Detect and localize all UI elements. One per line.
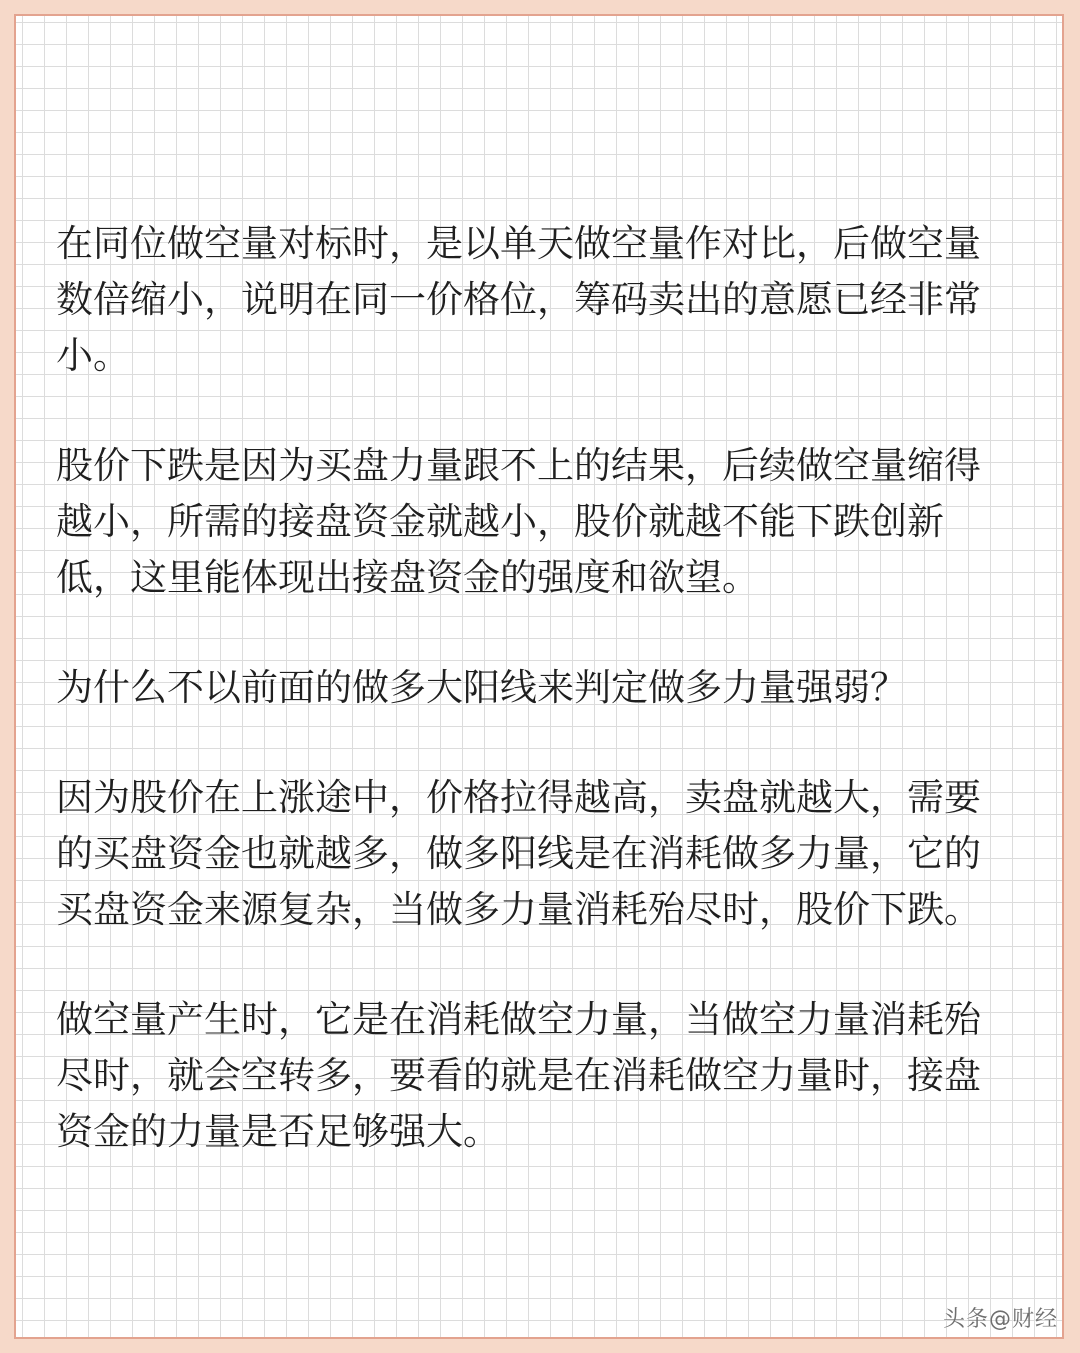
paragraph-2: 股价下跌是因为买盘力量跟不上的结果，后续做空量缩得越小，所需的接盘资金就越小，股价就越不能下跌创新低，这里能体现出接盘资金的强度和欲望。 xyxy=(56,444,981,599)
grid-paper xyxy=(14,14,1064,1339)
paragraph-4: 因为股价在上涨途中，价格拉得越高，卖盘就越大，需要的买盘资金也就越多，做多阳线是在消耗做多力量，它的买盘资金来源复杂，当做多力量消耗殆尽时，股价下跌。 xyxy=(56,776,981,931)
paragraph-5: 做空量产生时，它是在消耗做空力量，当做空力量消耗殆尽时，就会空转多，要看的就是在消耗做空力量时，接盘资金的力量是否足够强大。 xyxy=(56,998,981,1153)
article-body xyxy=(56,216,1016,1160)
paragraph-1: 在同位做空量对标时，是以单天做空量作对比，后做空量数倍缩小，说明在同一价格位，筹码卖出的意愿已经非常小。 xyxy=(56,222,981,377)
watermark: 头条@财经 xyxy=(942,1307,1058,1332)
paragraph-3: 为什么不以前面的做多大阳线来判定做多力量强弱？ xyxy=(56,666,907,709)
